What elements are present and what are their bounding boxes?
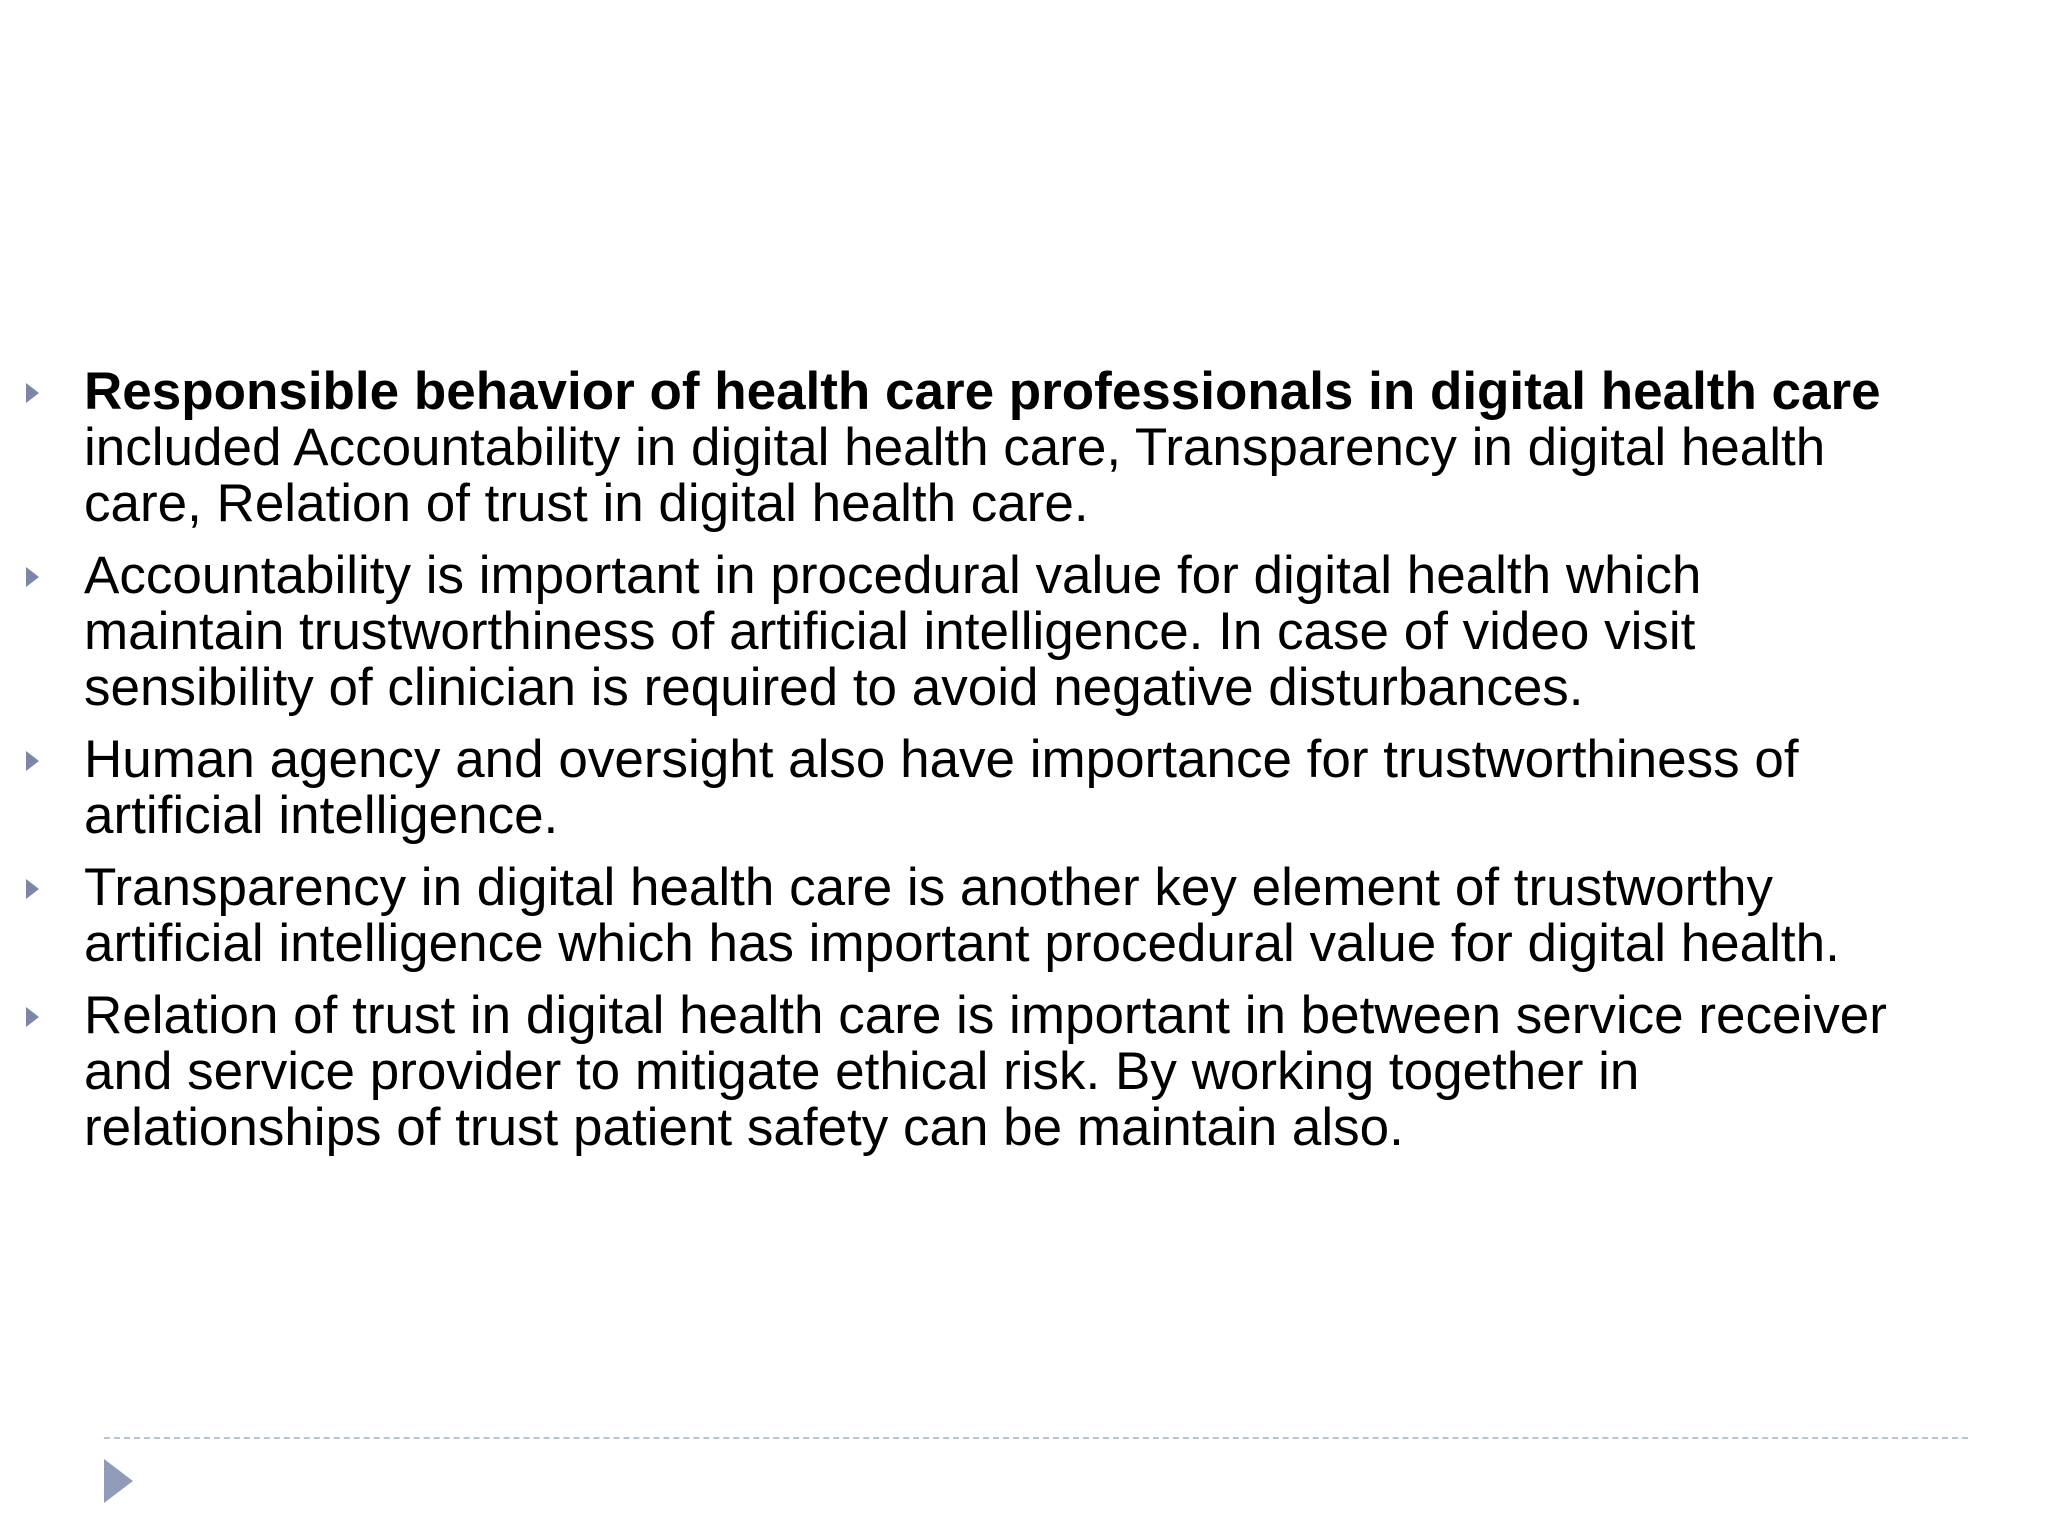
bullet-bold-text: Responsible behavior of health care professionals in digital health care	[84, 362, 1881, 421]
bullet-item-4	[0, 860, 1900, 972]
triangle-right-icon	[26, 751, 39, 771]
bullet-item-2	[0, 548, 1900, 716]
bullet-text: included Accountability in digital health care, Transparency in digital health care, Relation of trust in digital health care.	[84, 418, 1826, 533]
bullet-item-5	[0, 988, 1900, 1156]
triangle-right-icon	[26, 383, 39, 403]
bullet-item-1	[0, 364, 1900, 532]
bullet-item-3	[0, 732, 1900, 844]
footer-divider	[104, 1437, 1968, 1439]
triangle-right-icon	[26, 567, 39, 587]
footer-arrow-icon	[104, 1459, 133, 1503]
bullet-text: Accountability is important in procedural value for digital health which maintain trustworthiness of artificial intelligence. In case of video visit sensibility of clinician is required to avoid negative disturbances.	[84, 546, 1702, 717]
bullet-text: Transparency in digital health care is another key element of trustworthy artificial intelligence which has important procedural value for digital health.	[84, 858, 1840, 973]
triangle-right-icon	[26, 1007, 39, 1027]
triangle-right-icon	[26, 879, 39, 899]
bullet-list	[0, 364, 1900, 1172]
bullet-text: Relation of trust in digital health care is important in between service receiver and service provider to mitigate ethical risk. By working together in relationships of trust patient safety can be maintain also.	[84, 986, 1887, 1157]
bullet-text: Human agency and oversight also have importance for trustworthiness of artificial intelligence.	[84, 730, 1799, 845]
